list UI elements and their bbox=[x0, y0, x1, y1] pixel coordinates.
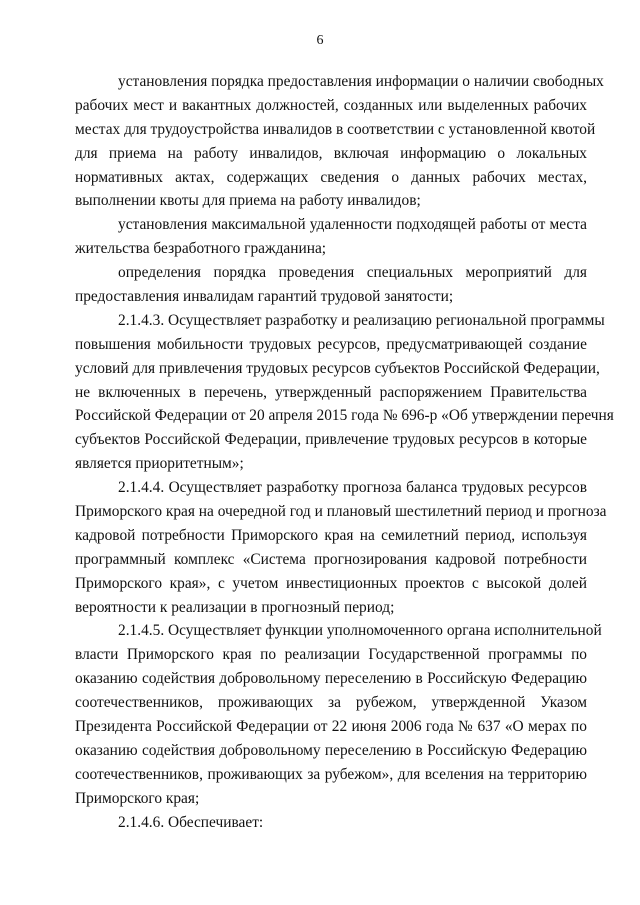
text-line: вероятности к реализации в прогнозный период; bbox=[75, 598, 395, 616]
text-line: кадровой потребности Приморского края на семилетний период, используя bbox=[75, 526, 587, 544]
text-line: условий для привлечения трудовых ресурсов субъектов Российской Федерации, bbox=[75, 359, 600, 377]
paragraph bbox=[75, 213, 587, 261]
text-line: Приморского края на очередной год и плановый шестилетний период и прогноза bbox=[75, 503, 607, 521]
text-line: оказанию содействия добровольному переселению в Российскую Федерацию bbox=[75, 670, 587, 688]
text-line: субъектов Российской Федерации, привлечение трудовых ресурсов в которые bbox=[75, 431, 587, 449]
text-line: для приема на работу инвалидов, включая информацию о локальных bbox=[75, 144, 587, 162]
text-line: соотечественников, проживающих за рубежом, утвержденной Указом bbox=[75, 694, 587, 712]
text-line: рабочих мест и вакантных должностей, созданных или выделенных рабочих bbox=[75, 96, 587, 114]
paragraph bbox=[75, 476, 607, 619]
text-line: Президента Российской Федерации от 22 июня 2006 года № 637 «О мерах по bbox=[75, 718, 587, 736]
text-line: выполнении квоты для приема на работу инвалидов; bbox=[75, 192, 421, 210]
paragraph bbox=[75, 619, 602, 810]
text-line: не включенных в перечень, утвержденный распоряжением Правительства bbox=[75, 383, 587, 401]
page-number: 6 bbox=[316, 33, 324, 48]
text-line: власти Приморского края по реализации Государственной программы по bbox=[75, 646, 587, 664]
text-line: соотечественников, проживающих за рубежом», для вселения на территорию bbox=[75, 765, 587, 783]
paragraph bbox=[75, 261, 587, 309]
text-line: является приоритетным»; bbox=[75, 455, 244, 473]
text-line: Приморского края», с учетом инвестиционных проектов с высокой долей bbox=[75, 574, 587, 592]
document-body bbox=[75, 70, 614, 835]
text-line: 2.1.4.5. Осуществляет функции уполномоченного органа исполнительной bbox=[118, 622, 602, 640]
text-line: Российской Федерации от 20 апреля 2015 года № 696-р «Об утверждении перечня bbox=[75, 407, 614, 425]
text-line: местах для трудоустройства инвалидов в соответствии с установленной квотой bbox=[75, 120, 596, 138]
text-line: 2.1.4.6. Обеспечивает: bbox=[118, 813, 264, 831]
text-line: 2.1.4.4. Осуществляет разработку прогноза баланса трудовых ресурсов bbox=[118, 479, 587, 497]
text-line: определения порядка проведения специальных мероприятий для bbox=[118, 264, 587, 282]
paragraph bbox=[75, 70, 604, 213]
text-line: жительства безработного гражданина; bbox=[75, 240, 327, 258]
text-line: установления максимальной удаленности подходящей работы от места bbox=[118, 216, 587, 234]
text-line: установления порядка предоставления информации о наличии свободных bbox=[118, 73, 604, 90]
paragraph bbox=[75, 309, 614, 476]
text-line: оказанию содействия добровольному переселению в Российскую Федерацию bbox=[75, 741, 587, 759]
text-line: Приморского края; bbox=[75, 789, 200, 807]
text-line: 2.1.4.3. Осуществляет разработку и реализацию региональной программы bbox=[118, 311, 605, 329]
text-line: нормативных актах, содержащих сведения о данных рабочих местах, bbox=[75, 168, 587, 186]
text-line: программный комплекс «Система прогнозирования кадровой потребности bbox=[75, 550, 587, 568]
text-line: повышения мобильности трудовых ресурсов, предусматривающей создание bbox=[75, 335, 587, 353]
paragraph bbox=[75, 811, 587, 835]
text-line: предоставления инвалидам гарантий трудовой занятости; bbox=[75, 288, 454, 306]
